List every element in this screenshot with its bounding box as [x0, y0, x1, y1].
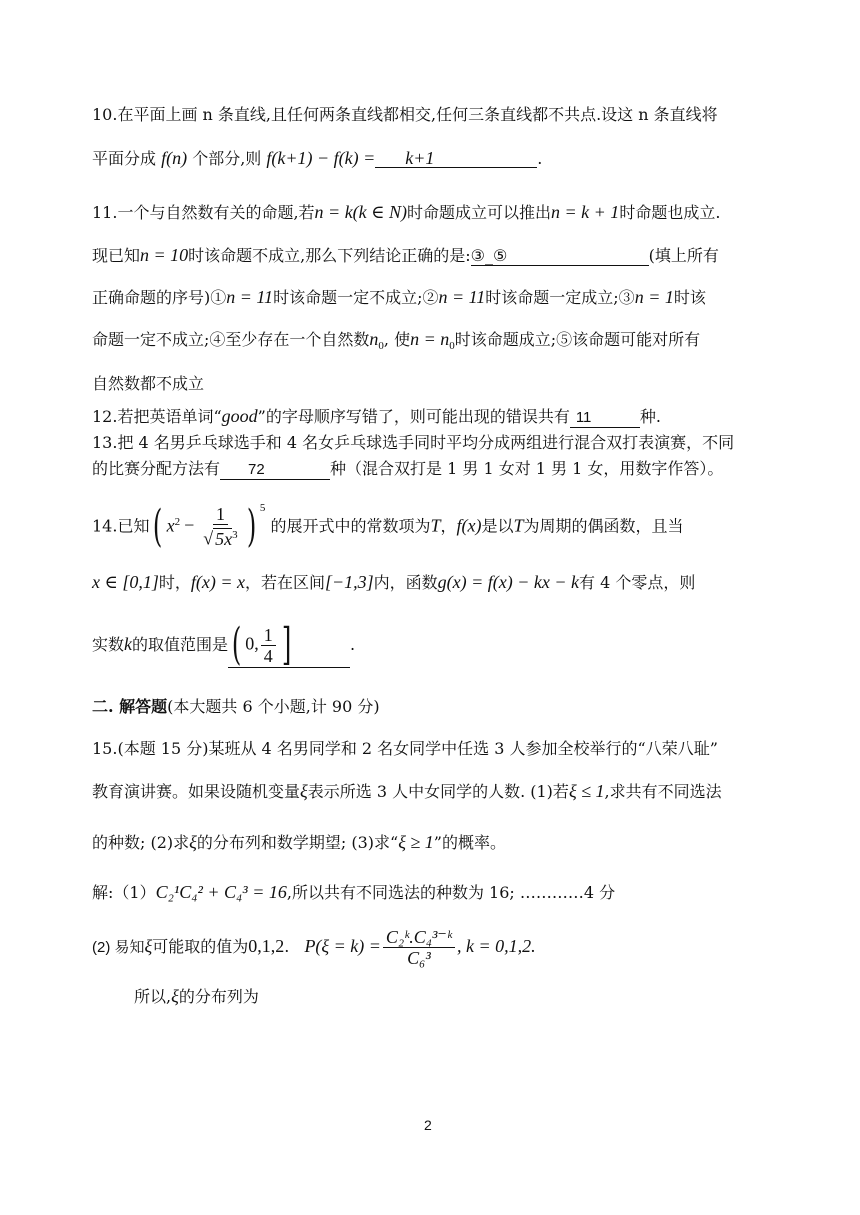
q14-fx: f(x) — [456, 515, 482, 536]
q11-l3-m2: 时该命题一定成立;③ — [485, 288, 635, 307]
q10-end: . — [537, 149, 543, 168]
ans-left-paren: ( — [231, 619, 242, 670]
q15-sol2-tail: , k = 0,1,2. — [456, 936, 536, 956]
q11-l2-pre: 现已知 — [92, 246, 141, 265]
q15-sol2-vals: 0,1,2 — [248, 936, 285, 956]
q14-answer — [228, 619, 350, 670]
q11-l4-sub: 0 — [378, 340, 384, 353]
q14-ans-den: 4 — [263, 645, 273, 666]
q15-sol1-end: ,所以共有不同选法的种数为 16; …………4 分 — [286, 883, 616, 902]
q11-l3-c2: n = 11 — [438, 287, 486, 307]
q15-sol2-mid: 可能取的值为 — [152, 937, 249, 956]
q15-line1 — [92, 738, 718, 760]
q14-l2-b: 时， — [158, 573, 191, 592]
q11-line4 — [92, 328, 700, 357]
q14-den-sup: 3 — [232, 529, 238, 542]
q15-sol2-xi: ξ — [144, 936, 153, 956]
q11-answer: ③_⑤ — [471, 247, 649, 266]
q15-sol1-pre: 解:（1） — [92, 883, 156, 902]
q14-l2-d: ，若在区间 — [244, 573, 325, 592]
q14-pre: 14.已知 — [92, 516, 150, 536]
q15-xi: ξ — [300, 781, 308, 801]
q14-outer-sup: 5 — [259, 502, 266, 514]
q14-l2-f: 内，函数 — [373, 573, 438, 592]
q14-T2: T — [513, 515, 524, 536]
q15-line2 — [92, 780, 722, 803]
q15-solution3 — [134, 985, 259, 1008]
q15-sol2-den: C₆³ — [407, 948, 431, 968]
q11-line3 — [92, 286, 706, 309]
q15-sol3-pre: 所以, — [134, 987, 172, 1006]
q14-l2-h: 有 4 个零点，则 — [579, 573, 696, 592]
ans-right-bracket: ] — [281, 619, 292, 670]
q15-sol2-num: C₂ᵏ.C₄³⁻ᵏ — [383, 927, 455, 948]
q11-l2-mid: 时该命题不成立,那么下列结论正确的是: — [188, 246, 471, 265]
q12-pre: 12.若把英语单词“ — [92, 407, 222, 426]
q12-word: good — [221, 406, 258, 426]
q10-text-pre: 平面分成 — [92, 149, 157, 168]
q10-text: 10.在平面上画 n 条直线,且任何两条直线都相交,任何三条直线都不共点.设这 n 条直线将 — [92, 105, 718, 124]
q11-l4-pre: 命题一定不成立;④至少存在一个自然数 — [92, 330, 370, 349]
q15-l3-c: ξ ≥ 1 — [398, 832, 434, 852]
q14-num: 1 — [213, 504, 228, 525]
q15-sol2-pre: (2) 易知 — [92, 939, 145, 956]
left-paren: ( — [153, 500, 163, 552]
q11-l4-end: 时该命题成立;⑤该命题可能对所有 — [454, 330, 701, 349]
sqrt-icon: √ — [203, 528, 214, 549]
q15-sol1-expr: C₂¹C₄² + C₄³ = 16 — [155, 882, 287, 902]
q12-answer: 11 — [570, 409, 640, 428]
q13-l2-end: 种（混合双打是 1 男 1 女对 1 男 1 女，用数字作答）。 — [330, 459, 724, 478]
section2-note: (本大题共 6 个小题,计 90 分) — [167, 697, 380, 716]
q11-line1 — [92, 201, 720, 224]
q14-T: T — [430, 515, 441, 536]
right-paren: ) — [246, 500, 256, 552]
q11-cond2: n = k + 1 — [551, 202, 620, 222]
q13-line2 — [92, 458, 723, 480]
q11-l3-end: 时该 — [673, 288, 706, 307]
q14-l3-pre: 实数 — [92, 635, 125, 654]
q11-cond1: n = k(k ∈ N) — [314, 202, 407, 222]
q10-fn: f(n) — [161, 148, 188, 168]
q15-l3-d: ”的概率。 — [433, 833, 506, 852]
q11-l5: 自然数都不成立 — [92, 374, 205, 393]
q15-line3 — [92, 831, 506, 854]
q11-l1-mid: 时命题成立可以推出 — [407, 203, 552, 222]
q11-l4-sub2: 0 — [449, 340, 455, 353]
q11-l4-mid: , 使 — [383, 330, 411, 349]
q15-solution2 — [92, 922, 536, 972]
q12-mid: ”的字母顺序写错了，则可能出现的错误共有 — [257, 407, 570, 426]
q13-answer: 72 — [220, 461, 330, 480]
q14-fraction — [200, 504, 240, 549]
q14-l2-c: f(x) = x — [190, 572, 245, 592]
q13-l1: 13.把 4 名男乒乓球选手和 4 名女乒乓球选手同时平均分成两组进行混合双打表演赛，不同 — [92, 433, 735, 452]
q15-l2-cond: ξ ≤ 1 — [568, 781, 605, 801]
q11-line5 — [92, 373, 204, 395]
q11-l3-pre: 正确命题的序号)① — [92, 288, 227, 307]
q15-l3-xi: ξ — [189, 832, 197, 852]
q14-minus: − — [184, 515, 195, 536]
q15-l3-a: 的种数; (2)求 — [92, 833, 190, 852]
q14-line2 — [92, 571, 695, 594]
section2-title: 二. 解答题 — [92, 697, 168, 716]
q11-l3-c1: n = 11 — [226, 287, 274, 307]
q11-l4-c1: n — [369, 329, 379, 349]
q14-l3-mid: 的取值范围是 — [132, 635, 229, 654]
q14-den: 5x — [215, 528, 233, 549]
q14-l2-e: [−1,3] — [324, 572, 374, 592]
q11-l1-end: 时命题也成立. — [619, 203, 721, 222]
section2-heading — [92, 696, 380, 718]
q11-l3-c3: n = 1 — [634, 287, 674, 307]
q14-l2-g: g(x) = f(x) − kx − k — [437, 572, 580, 592]
q14-x-sup: 2 — [174, 516, 181, 528]
page-number: 2 — [424, 1117, 432, 1133]
q12-end: 种. — [639, 407, 661, 426]
q15-solution1 — [92, 881, 615, 904]
q11-l1-pre: 11.一个与自然数有关的命题,若 — [92, 203, 315, 222]
q14-line3 — [92, 620, 355, 669]
q11-l4-c2: n = n — [410, 329, 450, 349]
q14-l3-end: . — [350, 635, 356, 654]
q14-l3-k: k — [124, 634, 133, 654]
q15-l1: 15.(本题 15 分)某班从 4 名男同学和 2 名女同学中任选 3 人参加全校举行的“八荣八耻” — [92, 739, 718, 758]
q14-mid1: 的展开式中的常数项为 — [270, 516, 431, 536]
q11-l2-cond: n = 10 — [140, 245, 189, 265]
q12-line — [92, 405, 661, 428]
q14-ans-frac — [261, 625, 276, 666]
q14-ans-num: 1 — [261, 625, 276, 646]
q15-l2-end: ,求共有不同选法 — [604, 782, 722, 801]
q10-line2 — [92, 147, 542, 170]
q15-sol2-dot: . — [284, 937, 290, 956]
q14-ans-left: 0, — [245, 633, 259, 654]
q15-l2-mid: 表示所选 3 人中女同学的人数. (1)若 — [307, 782, 569, 801]
q14-comma: ， — [440, 516, 457, 536]
q13-line1 — [92, 432, 734, 454]
q15-sol2-P: P(ξ = k) = — [304, 936, 381, 956]
q10-expr: f(k+1) − f(k) = — [266, 148, 376, 168]
q14-mid2: 是以 — [481, 516, 514, 536]
q13-l2-pre: 的比赛分配方法有 — [92, 459, 221, 478]
q15-sol2-frac — [383, 927, 455, 968]
q15-l3-b: 的分布列和数学期望; (3)求“ — [196, 833, 399, 852]
q15-sol3-xi: ξ — [171, 986, 179, 1006]
q14-x: x — [166, 515, 175, 536]
q11-l3-m1: 时该命题一定不成立;② — [273, 288, 439, 307]
q14-line1 — [92, 498, 684, 550]
q11-l2-end: (填上所有 — [648, 246, 719, 265]
q11-line2 — [92, 244, 719, 267]
q10-answer: k+1 — [375, 149, 537, 168]
q10-line1 — [92, 104, 718, 126]
q15-sol3-end: 的分布列为 — [178, 987, 259, 1006]
q14-end1: 为周期的偶函数，且当 — [523, 516, 684, 536]
q15-l2-pre: 教育演讲赛。如果设随机变量 — [92, 782, 301, 801]
q14-l2-a: x ∈ [0,1] — [92, 572, 159, 592]
q10-text-mid: 个部分,则 — [192, 149, 262, 168]
